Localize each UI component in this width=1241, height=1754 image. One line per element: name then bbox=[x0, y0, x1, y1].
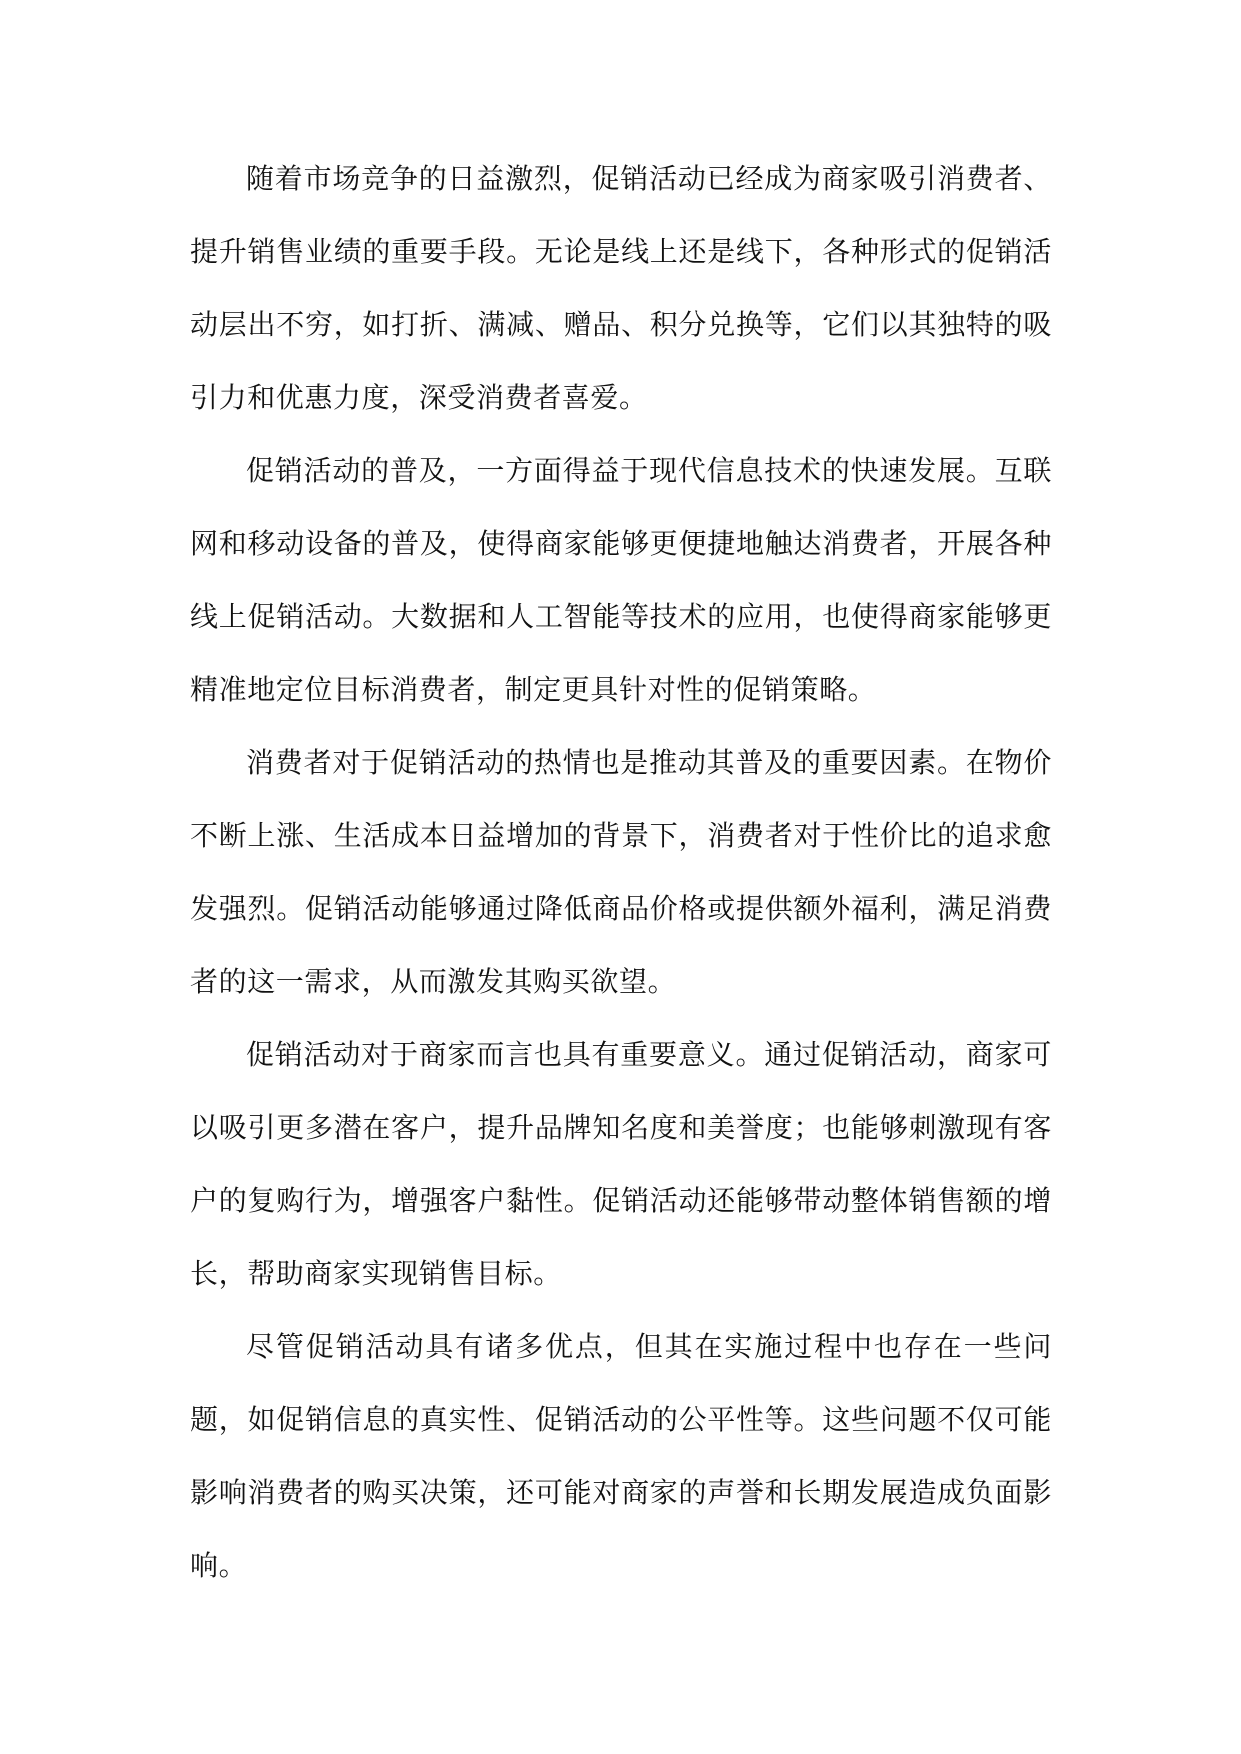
paragraph-1: 随着市场竞争的日益激烈，促销活动已经成为商家吸引消费者、提升销售业绩的重要手段。无论是线上还是线下，各种形式的促销活动层出不穷，如打折、满减、赠品、积分兑换等，它们以其独特的吸引力和优惠力度，深受消费者喜爱。 bbox=[190, 162, 1052, 414]
paragraph-4: 促销活动对于商家而言也具有重要意义。通过促销活动，商家可以吸引更多潜在客户，提升品牌知名度和美誉度；也能够刺激现有客户的复购行为，增强客户黏性。促销活动还能够带动整体销售额的增长，帮助商家实现销售目标。 bbox=[190, 1038, 1052, 1290]
paragraph-2: 促销活动的普及，一方面得益于现代信息技术的快速发展。互联网和移动设备的普及，使得商家能够更便捷地触达消费者，开展各种线上促销活动。大数据和人工智能等技术的应用，也使得商家能够更精准地定位目标消费者，制定更具针对性的促销策略。 bbox=[190, 454, 1052, 706]
paragraph-3: 消费者对于促销活动的热情也是推动其普及的重要因素。在物价不断上涨、生活成本日益增加的背景下，消费者对于性价比的追求愈发强烈。促销活动能够通过降低商品价格或提供额外福利，满足消费者的这一需求，从而激发其购买欲望。 bbox=[190, 746, 1052, 998]
document-body bbox=[190, 142, 1052, 1602]
paragraph-5: 尽管促销活动具有诸多优点，但其在实施过程中也存在一些问题，如促销信息的真实性、促销活动的公平性等。这些问题不仅可能影响消费者的购买决策，还可能对商家的声誉和长期发展造成负面影响。 bbox=[190, 1330, 1052, 1582]
